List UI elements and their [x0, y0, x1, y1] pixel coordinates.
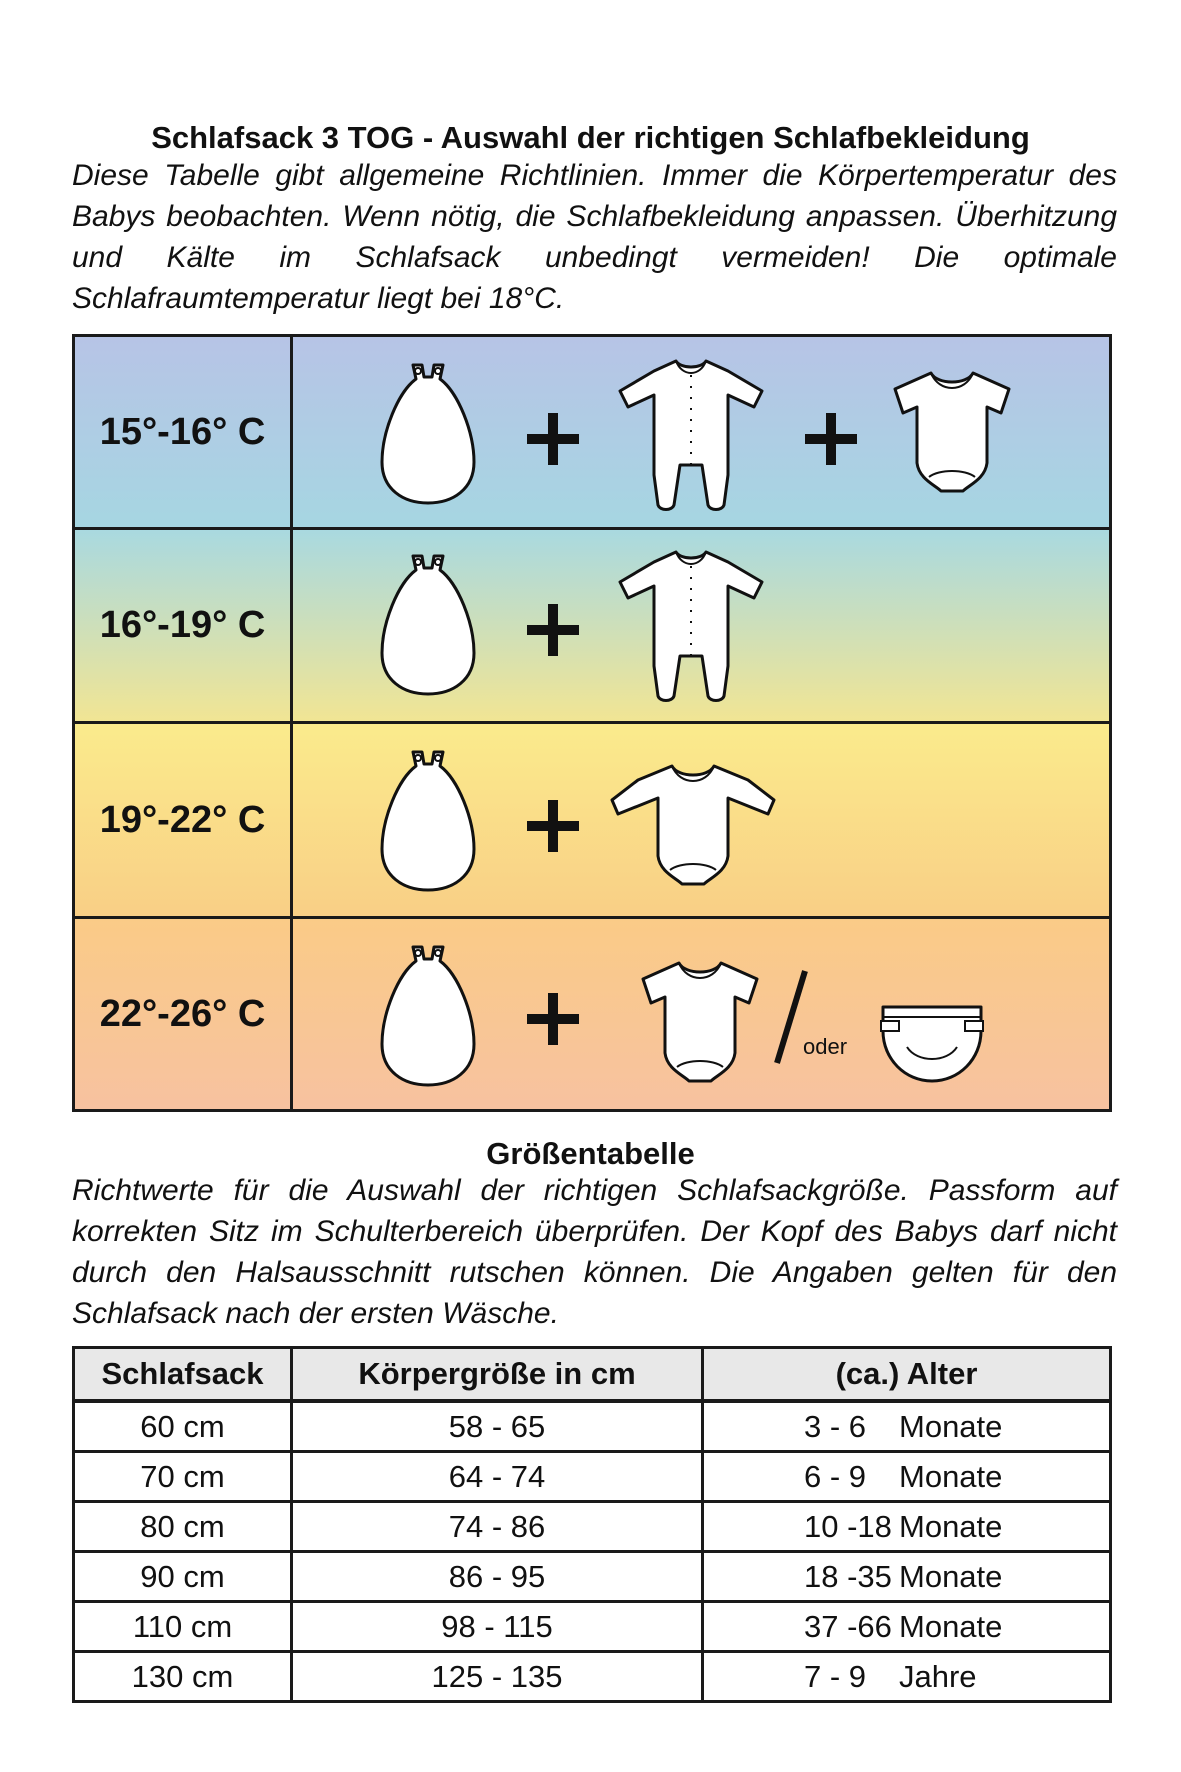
temperature-label: 22°-26° C: [75, 919, 293, 1109]
age-range: 37 -66: [804, 1608, 892, 1644]
plus-icon: [523, 989, 583, 1049]
diaper-icon: [877, 997, 987, 1087]
or-label: oder: [803, 1034, 848, 1059]
bag-size-cell: 60 cm: [74, 1401, 292, 1452]
age-cell: [703, 1602, 1111, 1652]
table-row: [74, 1552, 1111, 1602]
age-cell: [703, 1502, 1111, 1552]
short-sleeve-bodysuit-icon: [889, 367, 1015, 497]
bag-size-cell: 90 cm: [74, 1552, 292, 1602]
body-height-cell: 125 - 135: [292, 1652, 703, 1702]
body-height-cell: 98 - 115: [292, 1602, 703, 1652]
age-cell: [703, 1452, 1111, 1502]
clothing-guide-table: [72, 334, 1112, 1112]
guide-row: [75, 337, 1109, 530]
long-sleeve-bodysuit-icon: [608, 760, 778, 890]
age-cell: [703, 1652, 1111, 1702]
column-header: Schlafsack: [74, 1348, 292, 1402]
table-row: [74, 1452, 1111, 1502]
age-cell: [703, 1401, 1111, 1452]
table-row: [74, 1401, 1111, 1452]
bag-size-cell: 130 cm: [74, 1652, 292, 1702]
age-range: 3 - 6: [804, 1408, 867, 1444]
sleeping-bag-icon: [378, 357, 478, 507]
column-header: (ca.) Alter: [703, 1348, 1111, 1402]
short-sleeve-bodysuit-icon: [637, 957, 763, 1087]
footed-sleeper-icon: [616, 355, 766, 515]
column-header: Körpergröße in cm: [292, 1348, 703, 1402]
bag-size-cell: 80 cm: [74, 1502, 292, 1552]
table-row: [74, 1502, 1111, 1552]
age-unit: Monate: [899, 1558, 1003, 1594]
sleeping-bag-icon: [378, 744, 478, 894]
size-table: [72, 1346, 1112, 1703]
size-table-title: Größentabelle: [486, 1136, 695, 1171]
temperature-label: 16°-19° C: [75, 530, 293, 721]
guide-row: [75, 530, 1109, 724]
plus-icon: [523, 600, 583, 660]
footed-sleeper-icon: [616, 546, 766, 706]
age-range: 7 - 9: [804, 1658, 867, 1694]
age-unit: Jahre: [899, 1658, 977, 1694]
body-height-cell: 64 - 74: [292, 1452, 703, 1502]
guide-row: [75, 919, 1109, 1109]
age-range: 10 -18: [804, 1508, 892, 1544]
age-range: 18 -35: [804, 1558, 892, 1594]
guide-row: [75, 724, 1109, 919]
age-unit: Monate: [899, 1608, 1003, 1644]
intro-text: Diese Tabelle gibt allgemeine Richtlinien. Immer die Körpertemperatur des Babys beobachten. Wenn nötig, die Schlafbekleidung anpassen. Überhitzung und Kälte im Schlafsack unbedingt vermeiden! Die optimale Schlafraumtemperatur liegt bei 18°C.: [72, 159, 1117, 315]
table-row: [74, 1652, 1111, 1702]
temperature-label: 15°-16° C: [75, 337, 293, 527]
age-range: 6 - 9: [804, 1458, 867, 1494]
bag-size-cell: 110 cm: [74, 1602, 292, 1652]
age-unit: Monate: [899, 1458, 1003, 1494]
age-unit: Monate: [899, 1508, 1003, 1544]
sleeping-bag-icon: [378, 939, 478, 1089]
body-height-cell: 74 - 86: [292, 1502, 703, 1552]
bag-size-cell: 70 cm: [74, 1452, 292, 1502]
sleeping-bag-icon: [378, 548, 478, 698]
table-row: [74, 1602, 1111, 1652]
page-title: Schlafsack 3 TOG - Auswahl der richtigen Schlafbekleidung: [151, 120, 1030, 155]
plus-icon: [523, 796, 583, 856]
body-height-cell: 86 - 95: [292, 1552, 703, 1602]
body-height-cell: 58 - 65: [292, 1401, 703, 1452]
temperature-label: 19°-22° C: [75, 724, 293, 916]
plus-icon: [523, 409, 583, 469]
size-intro-text: Richtwerte für die Auswahl der richtigen Schlafsackgröße. Passform auf korrekten Sitz im Schulterbereich überprüfen. Der Kopf des Babys darf nicht durch den Halsausschnitt rutschen können. Die Angaben gelten für den Schlafsack nach der ersten Wäsche.: [72, 1174, 1117, 1330]
plus-icon: [801, 409, 861, 469]
age-unit: Monate: [899, 1408, 1003, 1444]
age-cell: [703, 1552, 1111, 1602]
